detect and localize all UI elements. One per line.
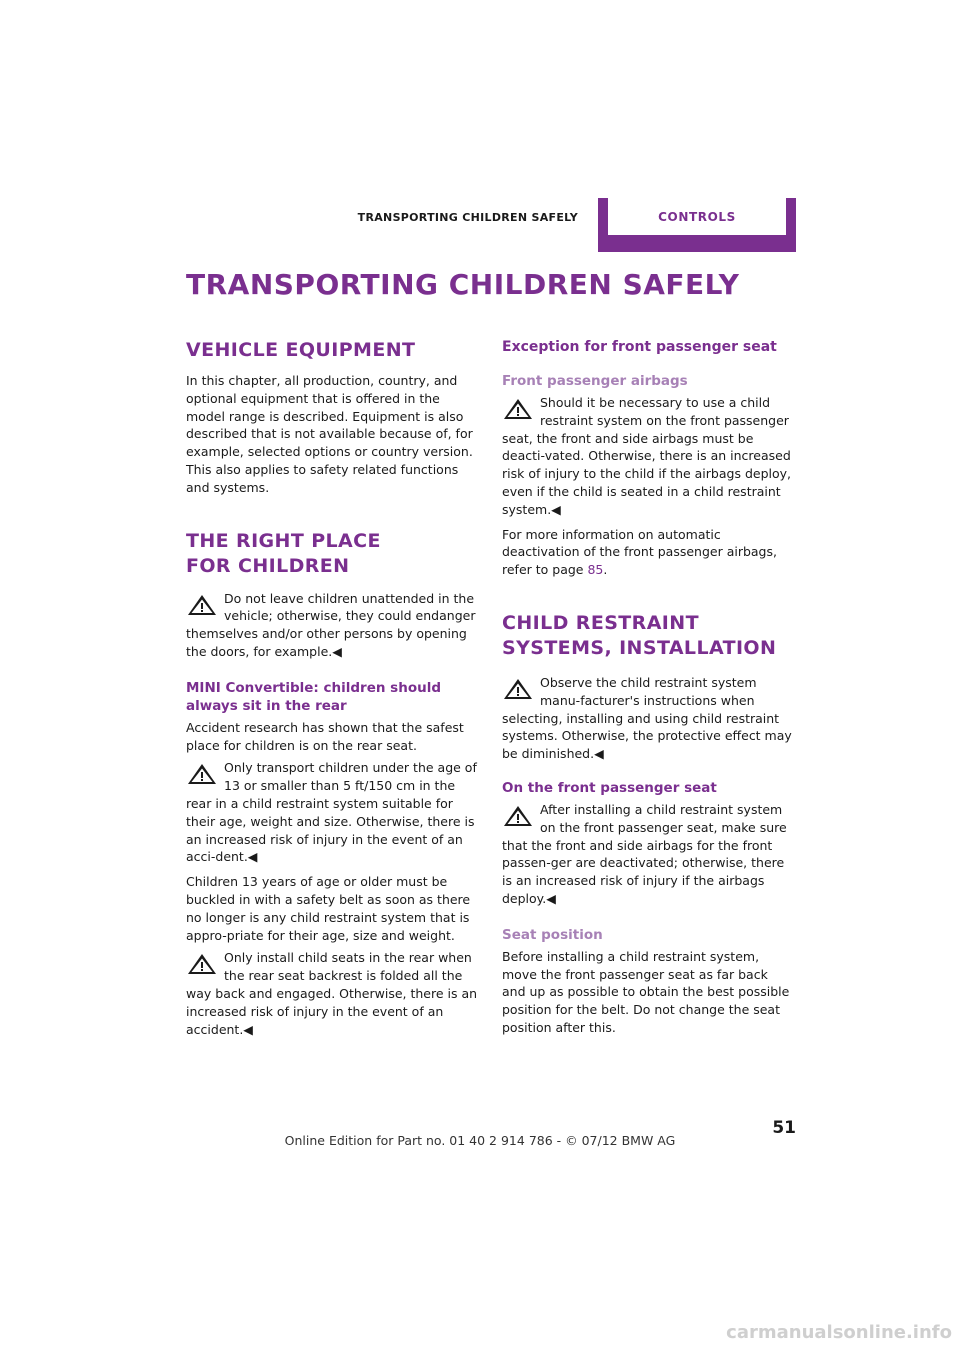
more-info-text: For more information on automatic deactivation of the front passenger airbags, refer to page — [502, 526, 777, 578]
warning-after-install-text: After installing a child restraint system on the front passenger seat, make sure that the front and side airbags for the front passen-ger are deactivated; otherwise, there is an increased risk of injury if the airbags deploy.◀ — [502, 801, 787, 906]
warning-unattended — [186, 590, 478, 661]
heading-convertible: MINI Convertible: children should always sit in the rear — [186, 679, 441, 714]
warning-manufacturer — [502, 674, 794, 763]
paragraph-research: Accident research has shown that the safest place for children is on the rear seat. — [186, 719, 464, 753]
warning-age13-text: Only transport children under the age of 13 or smaller than 5 ft/150 cm in the rear in a child restraint system suitable for their age, weight and size. Otherwise, there is an increased risk of injury in the event of an acci-dent.◀ — [186, 760, 477, 865]
warning-triangle-icon — [502, 677, 534, 701]
watermark: carmanualsonline.info — [726, 1322, 952, 1343]
page-title: TRANSPORTING CHILDREN SAFELY — [186, 268, 740, 301]
chapter-tab[interactable] — [598, 198, 796, 252]
left-column — [186, 338, 478, 1038]
warning-after-install — [502, 801, 794, 908]
heading-seat-position: Seat position — [502, 926, 603, 943]
warning-airbags-text: Should it be necessary to use a child restraint system on the front passenger seat, the front and side airbags must be deacti-vated. Otherwise, there is an increased risk of injury to the child if the airbags deploy, even if the child is seated in a child restraint system.◀ — [502, 395, 791, 517]
chapter-tab-label: CONTROLS — [658, 210, 736, 224]
warning-triangle-icon — [186, 952, 218, 976]
more-info-end: . — [603, 562, 608, 578]
warning-triangle-icon — [186, 593, 218, 617]
warning-backrest — [186, 949, 478, 1038]
edition-footer: Online Edition for Part no. 01 40 2 914 786 - © 07/12 BMW AG — [284, 1133, 676, 1148]
warning-triangle-icon — [186, 762, 218, 786]
warning-manufacturer-text: Observe the child restraint system manu-facturer's instructions when selecting, installing and using child restraint systems. Otherwise, the protective effect may be diminished.◀ — [502, 674, 792, 762]
warning-triangle-icon — [502, 804, 534, 828]
paragraph-vehicle-equipment: In this chapter, all production, country, and optional equipment that is offered in the model range is described. Equipment is also described that is not available because of, for example, selected options or country version. This also applies to safety related functions and systems. — [186, 373, 473, 495]
heading-exception: Exception for front passenger seat — [502, 339, 777, 355]
paragraph-more-info — [502, 526, 794, 579]
heading-right-place: THE RIGHT PLACE FOR CHILDREN — [186, 529, 381, 577]
warning-unattended-text: Do not leave children unattended in the vehicle; otherwise, they could endanger themselves and/or other persons by opening the doors, for example.◀ — [186, 590, 476, 659]
right-column — [502, 338, 794, 1037]
paragraph-seat-position: Before installing a child restraint system, move the front passenger seat as far back and up as possible to obtain the best possible position for the belt. Do not change the seat position after this. — [502, 948, 790, 1035]
running-header: TRANSPORTING CHILDREN SAFELY — [357, 211, 578, 224]
warning-age13 — [186, 759, 478, 866]
chapter-tab-inner — [608, 198, 786, 235]
warning-backrest-text: Only install child seats in the rear when the rear seat backrest is folded all the way back and engaged. Otherwise, there is an increased risk of injury in the event of an accident.◀ — [186, 950, 478, 1037]
heading-front-seat: On the front passenger seat — [502, 779, 717, 796]
page-number: 51 — [772, 1118, 796, 1138]
paragraph-older-children: Children 13 years of age or older must be buckled in with a safety belt as soon as there no longer is any child restraint system that is appro-priate for their age, size and weight. — [186, 874, 471, 943]
page-reference-link[interactable]: 85 — [587, 562, 604, 578]
heading-restraint-systems: CHILD RESTRAINT SYSTEMS, INSTALLATION — [502, 611, 777, 659]
warning-triangle-icon — [502, 397, 534, 421]
warning-airbags — [502, 394, 794, 519]
heading-vehicle-equipment: VEHICLE EQUIPMENT — [186, 339, 416, 361]
heading-front-airbags: Front passenger airbags — [502, 373, 688, 389]
